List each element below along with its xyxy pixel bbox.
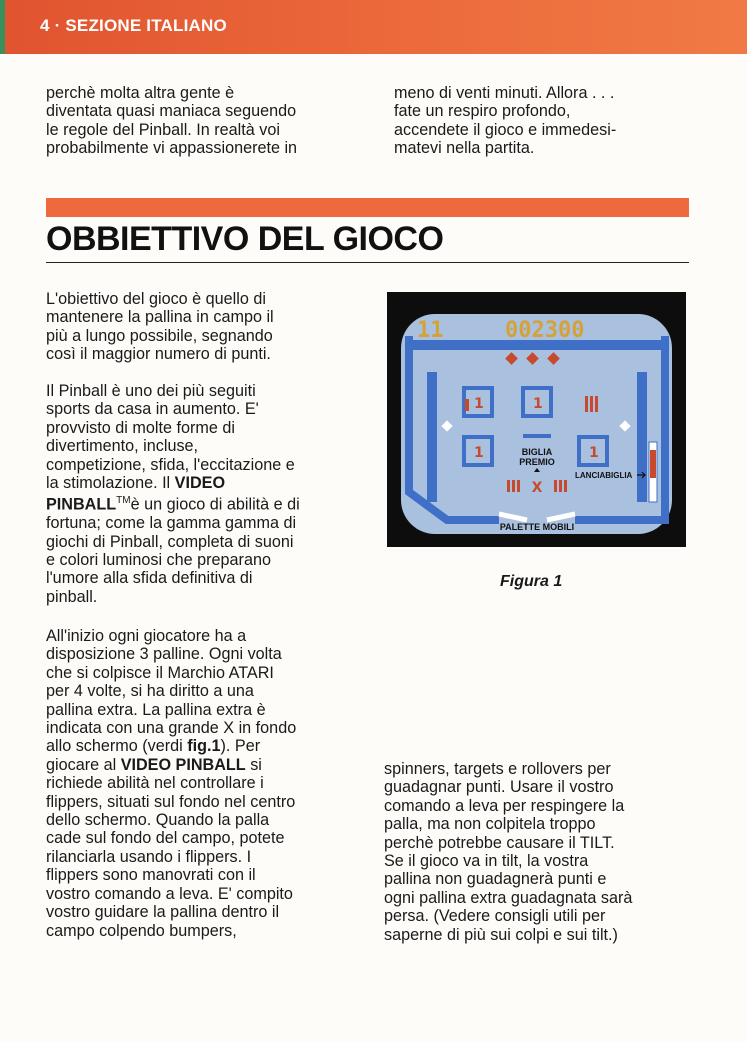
extra-ball-x-marker: X (531, 480, 543, 496)
svg-text:1: 1 (474, 396, 484, 412)
figure-caption: Figura 1 (500, 573, 563, 590)
paragraph-objective: L'obiettivo del gioco è quello di mantenere la pallina in campo il più a lungo possibile, segnando così il maggior numero di punti. (46, 290, 274, 364)
label-launcher: LANCIABIGLIA (575, 471, 633, 480)
svg-text:1: 1 (474, 445, 484, 461)
section-accent-bar (46, 198, 689, 217)
intro-right-text: meno di venti minuti. Allora . . . fate un respiro profondo, accendete il gioco e immedesi- matevi nella partita. (394, 84, 617, 158)
rollover-target (465, 399, 469, 411)
label-flippers: PALETTE MOBILI (499, 522, 575, 532)
left-inner-rail (427, 372, 437, 502)
trademark-mark: TM (116, 495, 131, 507)
pinball-screen-illustration (387, 292, 686, 547)
para3-figure-ref: fig.1 (187, 737, 221, 756)
intro-left-text: perchè molta altra gente è diventata quasi maniaca seguendo le regole del Pinball. In realtà voi probabilmente vi appassionerete in (46, 84, 298, 158)
svg-text:1: 1 (533, 396, 543, 412)
svg-text:1: 1 (589, 445, 599, 461)
section-title: OBBIETTIVO DEL GIOCO (46, 220, 444, 258)
title-underline (46, 262, 689, 263)
diamond-targets (505, 352, 560, 365)
right-inner-rail (637, 372, 647, 502)
score-ball-count: 11 (417, 318, 444, 343)
atari-logo-target (585, 396, 598, 412)
para3-video-pinball: VIDEO PINBALL (120, 755, 246, 774)
para2-text-a: Il Pinball è uno dei più seguiti sports da casa in aumento. E' provvisto di molte forme di divertimento, incluse, competizione, sfida, l'eccitazione e la stimolazione. Il (46, 382, 295, 493)
para3-text-a: All'inizio ogni giocatore ha a disposizione 3 palline. Ogni volta che si colpisce il Marchio ATARI per 4 volte, si ha diritto a una pallina extra. La pallina extra è indicata con una grande X in fondo allo schermo (verdi (46, 627, 297, 756)
spinner-bar (523, 434, 551, 438)
plunger (650, 450, 656, 478)
para3-text-b: ). Per giocare al (46, 737, 261, 774)
section-header-label: 4 · SEZIONE ITALIANO (40, 16, 227, 35)
para2-video-pinball: VIDEO PINBALL (46, 474, 226, 514)
header-accent-strip (0, 0, 5, 54)
label-bonus-line1: BIGLIA (521, 447, 553, 457)
para2-text-b: è un gioco di abilità e di fortuna; come la gamma gamma di giochi di Pinball, completa di suoni e colori luminosi che preparano l'umore alla sfida definitiva di pinball. (46, 495, 300, 606)
score-points: 002300 (505, 318, 585, 343)
paragraph-gameplay (46, 627, 376, 940)
label-bonus-line2: PREMIO (519, 457, 555, 467)
figure-pinball-screen (387, 292, 686, 547)
paragraph-right-column: spinners, targets e rollovers per guadagnar punti. Usare il vostro comando a leva per respingere la palla, ma non colpitela troppo perchè potrebbe causare il TILT. Se il gioco va in tilt, la vostra pallina non guadagnerà punti e ogni pallina extra guadagnata sarà persa. (Vedere consigli utili per saperne di più sui colpi e sui tilt.) (384, 760, 633, 944)
para3-text-c: si richiede abilità nel controllare i flippers, situati sul fondo nel centro dello schermo. Quando la palla cade sul fondo del campo, potete rilanciarla usando i flippers. I flippers sono manovrati con il vostro comando a leva. E' compito vostro guidare la pallina dentro il campo colpendo bumpers, (46, 755, 296, 940)
paragraph-pinball-intro (46, 382, 376, 606)
